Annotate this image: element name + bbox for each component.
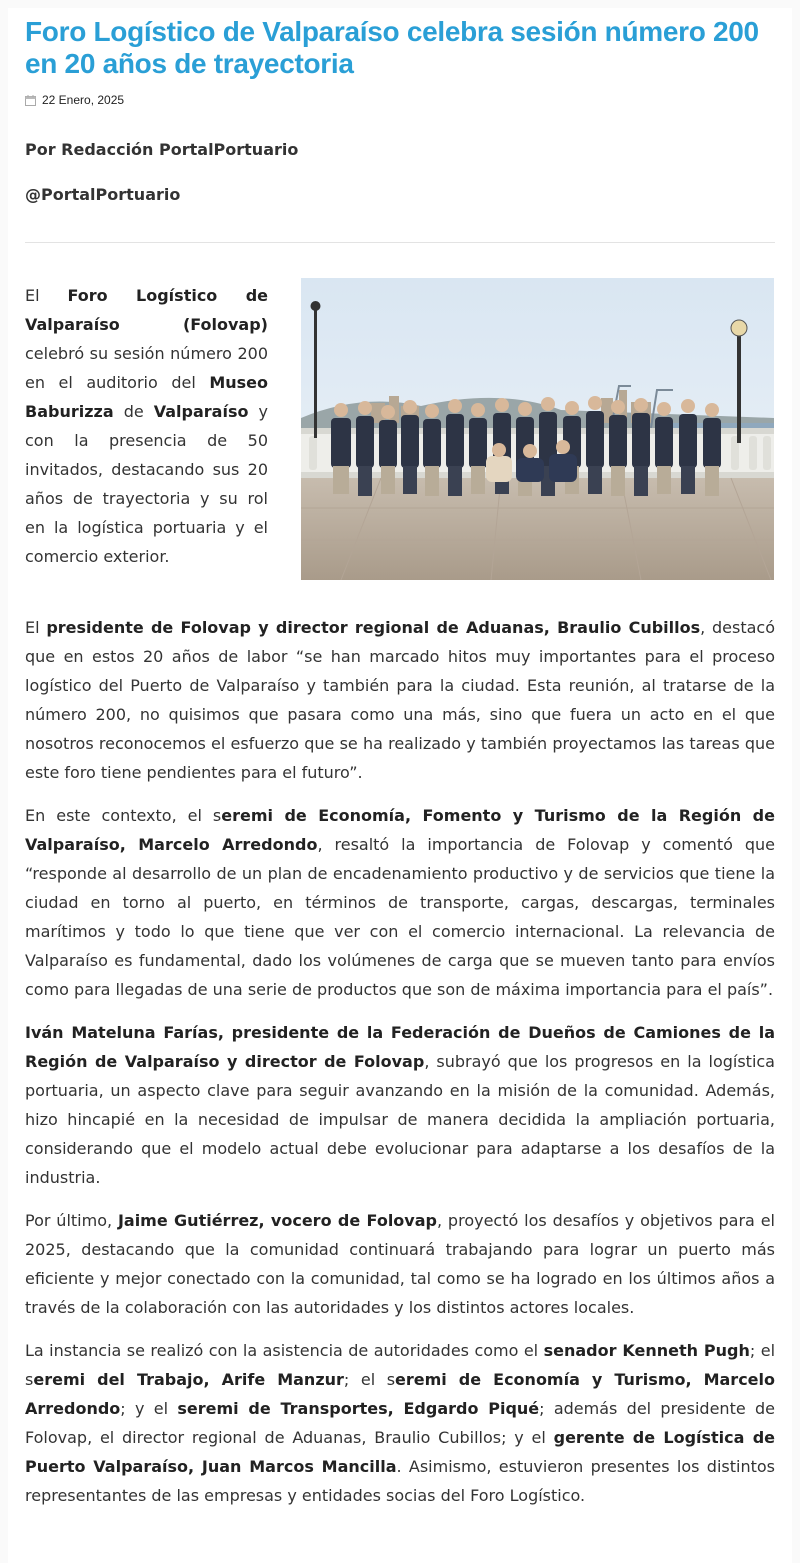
paragraph-3: Iván Mateluna Farías, presidente de la Federación de Dueños de Camiones de la Región de Valparaíso y director de Folovap, subrayó que los progresos en la logística portuaria, un aspecto clave para seguir avanzando en la misión de la comunidad. Además, hizo hincapié en la necesidad de impulsar de manera decidida la ampliación portuaria, considerando que el modelo actual debe evolucionar para adaptarse a los desafíos de la industria. [25,1023,775,1187]
article-body [25,613,775,1524]
byline-author: Por Redacción PortalPortuario [25,140,299,159]
paragraph-5: La instancia se realizó con la asistencia de autoridades como el senador Kenneth Pugh; el seremi del Trabajo, Arife Manzur; el seremi de Economía y Turismo, Marcelo Arredondo; y el seremi de Transportes, Edgardo Piqué; además del presidente de Folovap, el director regional de Aduanas, Braulio Cubillos; y el gerente de Logística de Puerto Valparaíso, Juan Marcos Mancilla. Asimismo, estuvieron presentes los distintos representantes de las empresas y entidades socias del Foro Logístico. [25,1341,776,1505]
header-divider [25,242,775,243]
calendar-icon [25,95,36,106]
byline-handle[interactable]: @PortalPortuario [25,185,181,204]
article-date [25,92,124,108]
paragraph-2: En este contexto, el seremi de Economía, Fomento y Turismo de la Región de Valparaíso, Marcelo Arredondo, resaltó la importancia de Folovap y comentó que “responde al desarrollo de un plan de encadenamiento productivo y de servicios que tiene la ciudad en torno al puerto, en términos de transporte, cargas, descargas, terminales marítimos y todo lo que tiene que ver con el comercio internacional. La relevancia de Valparaíso es fundamental, dado los volúmenes de carga que se mueven tanto para envíos como para llegadas de una serie de productos que son de máxima importancia para el país”. [25,806,775,999]
date-text: 22 Enero, 2025 [42,93,125,107]
article-title: Foro Logístico de Valparaíso celebra sesión número 200 en 20 años de trayectoria [25,16,759,79]
paragraph-1: El presidente de Folovap y director regional de Aduanas, Braulio Cubillos, destacó que en estos 20 años de labor “se han marcado hitos muy importantes para el proceso logístico del Puerto de Valparaíso y también para la ciudad. Esta reunión, al tratarse de la número 200, no quisimos que pasara como una más, sino que fuera un acto en el que nosotros reconocemos el esfuerzo que se ha realizado y también proyectamos las tareas que este foro tiene pendientes para el futuro”. [25,618,776,782]
paragraph-4: Por último, Jaime Gutiérrez, vocero de Folovap, proyectó los desafíos y objetivos para el 2025, destacando que la comunidad continuará trabajando para lograr un puerto más eficiente y mejor conectado con la comunidad, tal como se ha logrado en los últimos años a través de la colaboración con las autoridades y los distintos actores locales. [25,1211,775,1317]
group-photo [301,278,774,580]
intro-paragraph: El Foro Logístico de Valparaíso (Folovap) celebró su sesión número 200 en el auditorio del Museo Baburizza de Valparaíso y con la presencia de 50 invitados, destacando sus 20 años de trayectoria y su rol en la logística portuaria y el comercio exterior. [25,286,269,566]
